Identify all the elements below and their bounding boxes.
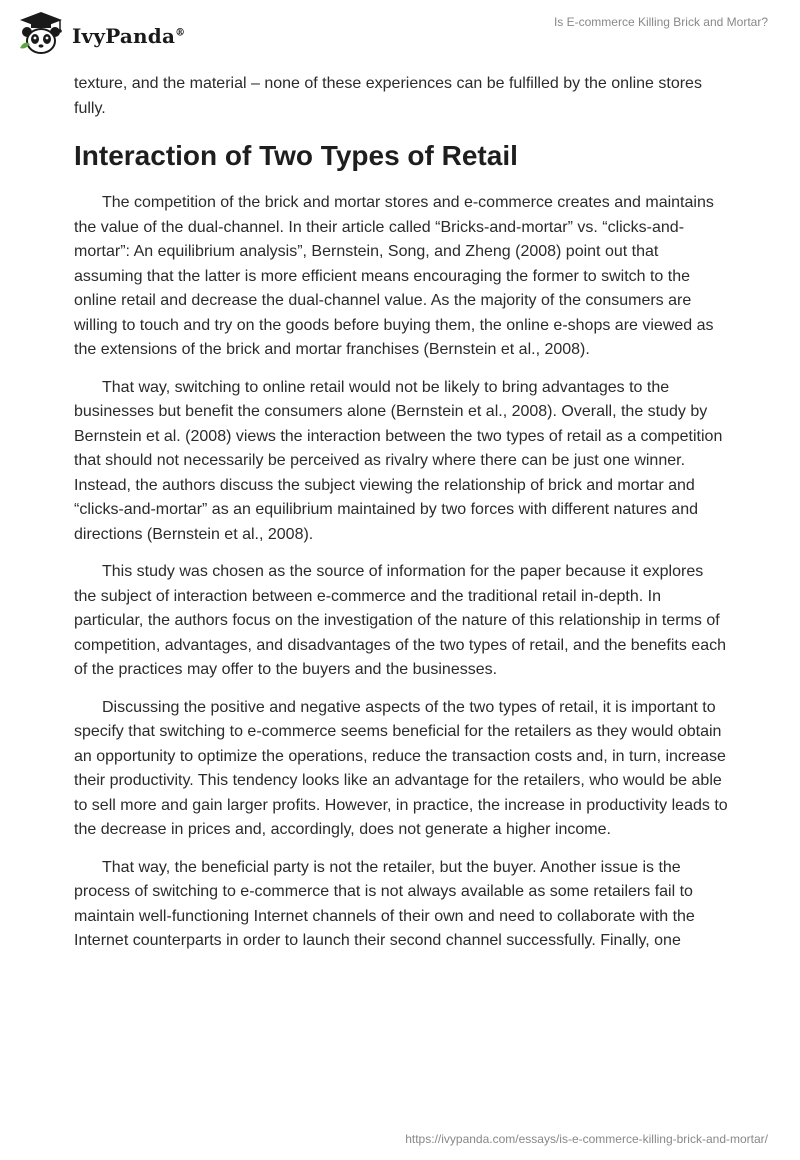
source-url[interactable]: https://ivypanda.com/essays/is-e-commerce-killing-brick-and-mortar/ bbox=[405, 1132, 768, 1146]
essay-body bbox=[74, 72, 728, 967]
panda-graduate-icon bbox=[16, 10, 66, 56]
brand-name: IvyPanda® bbox=[72, 24, 186, 48]
paragraph: This study was chosen as the source of information for the paper because it explores the subject of interaction between e-commerce and the traditional retail in-depth. In particular, the authors focus on the investigation of the nature of this relationship in terms of competition, advantages, and disadvantages of the two types of retail, and the benefits each of the practices may offer to the buyers and the businesses. bbox=[74, 563, 726, 678]
section-heading: Interaction of Two Types of Retail bbox=[74, 140, 518, 171]
page-header bbox=[0, 0, 800, 70]
paragraph: That way, the beneficial party is not the retailer, but the buyer. Another issue is the process of switching to e-commerce that is not always available as some retailers fail to maintain well-functioning Internet channels of their own and need to collaborate with the Internet counterparts in order to launch their second channel successfully. Finally, one bbox=[74, 858, 695, 949]
document-title: Is E-commerce Killing Brick and Mortar? bbox=[553, 15, 768, 29]
brand-logo[interactable] bbox=[16, 10, 185, 56]
paragraph: Discussing the positive and negative aspects of the two types of retail, it is important to specify that switching to e-commerce seems beneficial for the retailers as they would obtain an opportunity to optimize the operations, reduce the transaction costs and, in turn, increase their productivity. This tendency looks like an advantage for the retailers, who would be able to sell more and gain larger profits. However, in practice, the increase in productivity leads to the decrease in prices and, accordingly, does not generate a higher income. bbox=[74, 698, 728, 838]
paragraph: The competition of the brick and mortar stores and e-commerce creates and maintains the value of the dual-channel. In their article called “Bricks-and-mortar” vs. “clicks-and-mortar”: An equilibrium analysis”, Bernstein, Song, and Zheng (2008) point out that assuming that the latter is more efficient means encouraging the former to switch to the online retail and decrease the dual-channel value. As the majority of the consumers are willing to touch and try on the goods before buying them, the online e-shops are viewed as the extensions of the brick and mortar franchises (Bernstein et al., 2008). bbox=[74, 194, 714, 358]
paragraph: That way, switching to online retail would not be likely to bring advantages to the businesses but benefit the consumers alone (Bernstein et al., 2008). Overall, the study by Bernstein et al. (2008) views the interaction between the two types of retail as a competition that should not necessarily be perceived as rivalry where there can be just one winner. Instead, the authors discuss the subject viewing the relationship of brick and mortar and “clicks-and-mortar” as an equilibrium maintained by two forces with different natures and directions (Bernstein et al., 2008). bbox=[74, 378, 723, 543]
paragraph-continued: texture, and the material – none of these experiences can be fulfilled by the online stores fully. bbox=[74, 75, 702, 117]
